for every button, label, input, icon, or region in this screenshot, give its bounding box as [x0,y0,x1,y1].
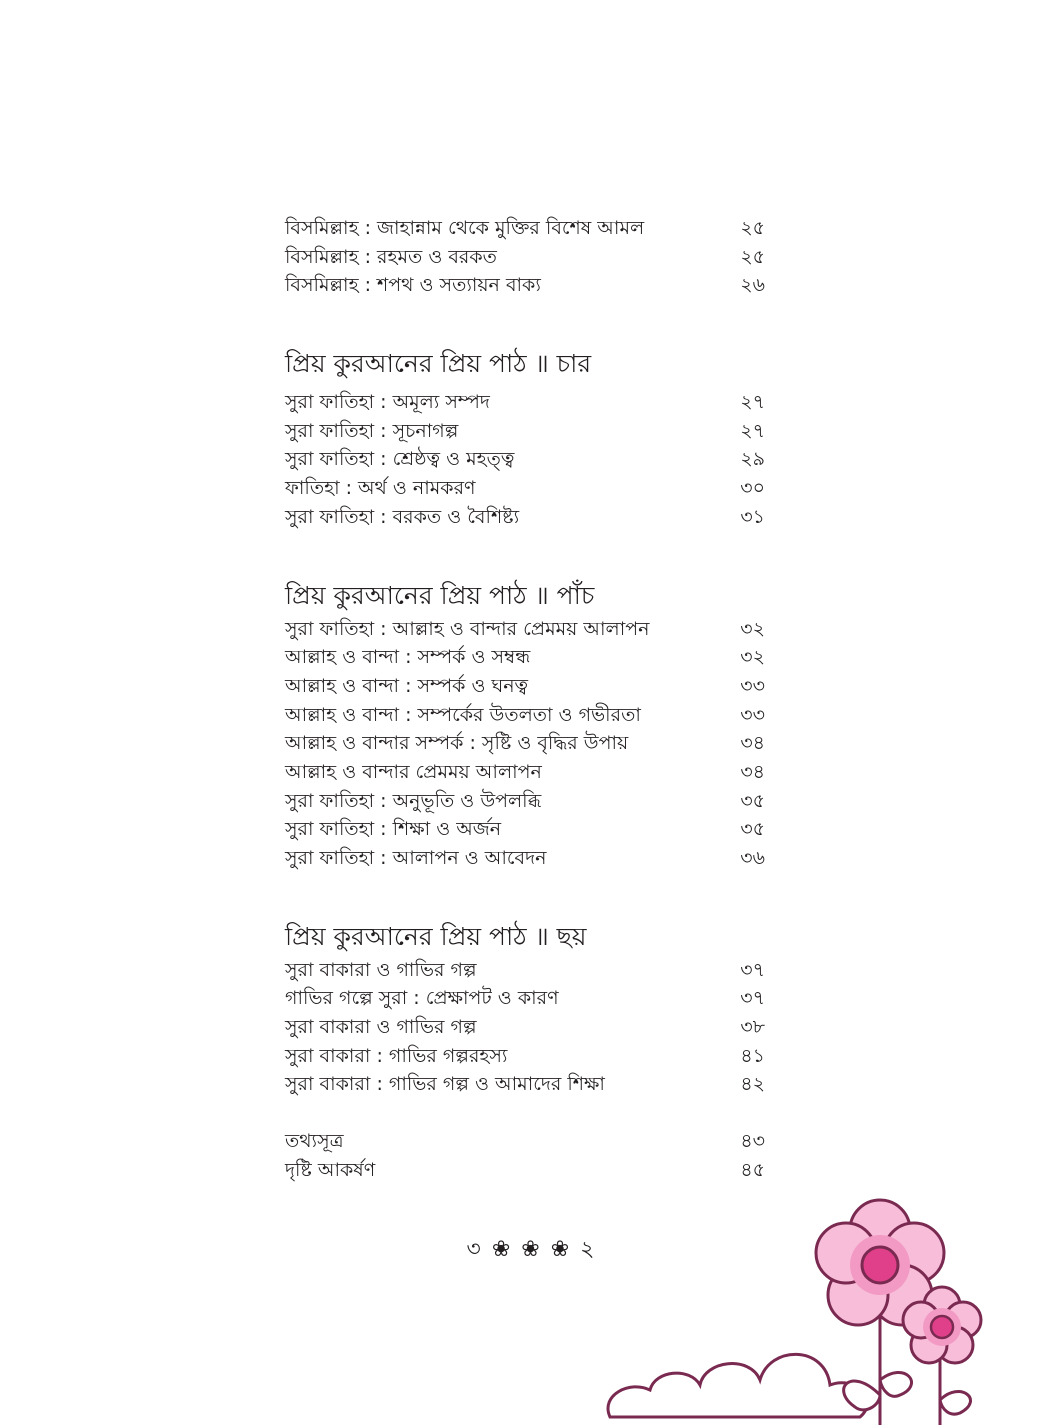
entry-page: ৪৫ [740,1158,765,1181]
entry-title: সুরা ফাতিহা : বরকত ও বৈশিষ্ট্য [285,505,520,528]
entry-page: ২৭ [740,391,765,414]
toc-entry[interactable] [285,1127,765,1156]
entry-page: ৩০ [740,477,765,500]
entry-title: গাভির গল্পে সুরা : প্রেক্ষাপট ও কারণ [285,987,559,1010]
toc-entry[interactable] [285,243,765,272]
entry-title: সুরা বাকারা ও গাভির গল্প [285,1016,477,1039]
leaf-icon [880,1372,911,1396]
toc-entry[interactable] [285,672,765,701]
entry-page: ৩৭ [740,958,765,981]
entry-title: সুরা বাকারা : গাভির গল্পরহস্য [285,1044,508,1067]
toc-entry[interactable] [285,1070,765,1099]
entry-page: ৩৪ [740,760,765,783]
entry-title: সুরা ফাতিহা : শিক্ষা ও অর্জন [285,818,502,841]
entry-title: সুরা ফাতিহা : আল্লাহ ও বান্দার প্রেমময় আলাপন [285,617,650,640]
toc-entry[interactable] [285,956,765,985]
entry-page: ২৭ [740,419,765,442]
toc-entry[interactable] [285,701,765,730]
entry-title: আল্লাহ ও বান্দা : সম্পর্কের উতলতা ও গভীরতা [285,703,641,726]
entry-title: দৃষ্টি আকর্ষণ [285,1158,376,1181]
footer-ornament: ৩ ❀ ❀ ❀ ২ [466,1237,597,1262]
entry-title: আল্লাহ ও বান্দার সম্পর্ক : সৃষ্টি ও বৃদ্ধির উপায় [285,732,629,755]
entry-page: ৪১ [740,1044,765,1067]
entry-title: ফাতিহা : অর্থ ও নামকরণ [285,477,476,500]
entry-title: আল্লাহ ও বান্দা : সম্পর্ক ও সম্বন্ধ [285,646,531,669]
toc-group-end [285,1127,765,1184]
entry-page: ৩৫ [740,818,765,841]
section-heading: প্রিয় কুরআনের প্রিয় পাঠ ॥ চার [285,349,592,379]
toc-entry[interactable] [285,643,765,672]
entry-page: ৩৩ [740,674,765,697]
entry-title: বিসমিল্লাহ : রহমত ও বরকত [285,245,497,268]
toc-entry[interactable] [285,758,765,787]
entry-title: বিসমিল্লাহ : শপথ ও সত্যায়ন বাক্য [285,274,541,297]
toc-section-panch [285,577,765,873]
entry-page: ৩৫ [740,789,765,812]
entry-page: ৩৬ [740,847,765,869]
flower-cloud-decoration [600,1195,1000,1425]
toc-entry[interactable] [285,503,765,532]
toc-entry[interactable] [285,815,765,844]
entry-page: ৩১ [740,505,765,528]
toc-entry[interactable] [285,417,765,446]
leaf-icon [940,1392,970,1415]
toc-entry[interactable] [285,445,765,474]
entry-title: সুরা বাকারা ও গাভির গল্প [285,958,477,981]
toc-entry[interactable] [285,729,765,758]
entry-page: ৩৮ [740,1016,765,1039]
toc-entry[interactable] [285,1156,765,1185]
toc-group-intro [285,214,765,300]
entry-page: ৩৩ [740,703,765,726]
entry-page: ৩৭ [740,987,765,1010]
section-heading: প্রিয় কুরআনের প্রিয় পাঠ ॥ ছয় [285,921,587,951]
entry-page: ৪২ [740,1073,765,1096]
entry-title: সুরা বাকারা : গাভির গল্প ও আমাদের শিক্ষা [285,1073,605,1096]
entry-page: ৩২ [740,617,765,640]
section-heading: প্রিয় কুরআনের প্রিয় পাঠ ॥ পাঁচ [285,580,595,610]
entry-title: বিসমিল্লাহ : জাহান্নাম থেকে মুক্তির বিশেষ আমল [285,217,645,239]
entry-title: সুরা ফাতিহা : শ্রেষ্ঠত্ব ও মহত্ত্ব [285,448,515,471]
entry-title: সুরা ফাতিহা : আলাপন ও আবেদন [285,847,547,869]
toc-entry[interactable] [285,844,765,873]
toc-entry[interactable] [285,474,765,503]
toc-entry[interactable] [285,1013,765,1042]
toc-entry[interactable] [285,271,765,300]
entry-title: সুরা ফাতিহা : অনুভূতি ও উপলব্ধি [285,789,542,812]
toc-section-chhoy [285,918,765,1099]
toc-entry[interactable] [285,388,765,417]
entry-page: ২৯ [740,448,765,471]
entry-title: আল্লাহ ও বান্দার প্রেমময় আলাপন [285,760,542,783]
entry-title: সুরা ফাতিহা : সূচনাগল্প [285,419,459,442]
entry-page: ৩২ [740,646,765,669]
entry-page: ৩৪ [740,732,765,755]
toc-entry[interactable] [285,1042,765,1071]
toc-entry[interactable] [285,615,765,644]
entry-title: আল্লাহ ও বান্দা : সম্পর্ক ও ঘনত্ব [285,674,529,697]
toc-section-char [285,345,765,531]
entry-page: ২৫ [740,217,765,239]
entry-page: ২৫ [740,245,765,268]
entry-page: ২৬ [740,274,765,297]
toc-entry[interactable] [285,214,765,243]
toc-entry[interactable] [285,787,765,816]
entry-page: ৪৩ [740,1130,765,1153]
cloud-icon [608,1354,867,1417]
table-of-contents [285,214,765,1185]
entry-title: তথ্যসূত্র [285,1130,344,1153]
toc-entry[interactable] [285,984,765,1013]
entry-title: সুরা ফাতিহা : অমূল্য সম্পদ [285,391,490,414]
